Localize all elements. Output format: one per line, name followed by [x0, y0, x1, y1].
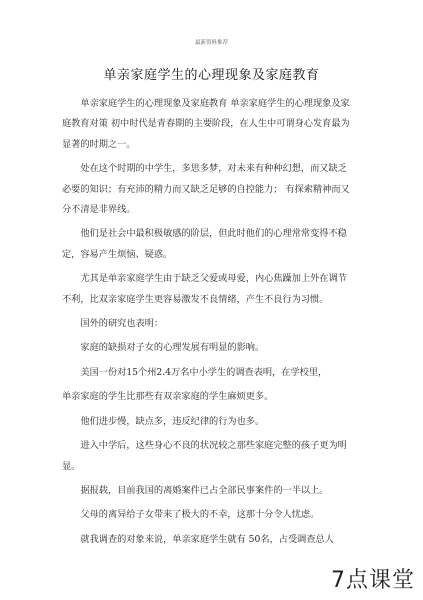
- paragraph: 单亲家庭学生的心理现象及家庭教育 单亲家庭学生的心理现象及家庭教育对策 初中时代是青春期的主要阶段，在人生中可谓身心发育最为显著的时期之一。: [62, 98, 350, 150]
- header-label: 最新资料推荐: [194, 40, 228, 46]
- paragraph: 据报载，目前我国的离婚案件已占全部民事案件的一半以上。: [80, 484, 329, 496]
- paragraph: 国外的研究也表明：: [80, 318, 164, 330]
- paragraph: 处在这个时期的中学生，多思多梦，对未来有种种幻想，而又缺乏必要的知识；有充沛的精力而又缺乏足够的自控能力； 有探索精神而又分不清是非界线。: [62, 163, 350, 216]
- paragraph: 美国一份对15个州2.4万名中小学生的调查表明，在学校里，: [80, 366, 328, 378]
- document-title: 单亲家庭学生的心理现象及家庭教育: [103, 68, 320, 83]
- paragraph: 就我调查的对象来说，单亲家庭学生就有 50名，占受调查总人: [80, 533, 334, 545]
- watermark-logo: 7点课堂: [331, 568, 415, 593]
- paragraph: 他们是社会中最积极敏感的阶层，但此时他们的心理常常变得不稳定，容易产生烦恼、疑惑。: [62, 228, 347, 260]
- document-body: [62, 94, 352, 554]
- paragraph: 进入中学后，这些身心不良的状况较之那些家庭完整的孩子更为明显。: [62, 440, 347, 472]
- paragraph: 父母的离异给子女带来了极大的不幸，这那十分令人忧虑。: [80, 509, 320, 521]
- paragraph: 单亲家庭的学生比那些有双亲家庭的学生麻烦更多。: [62, 391, 274, 403]
- paragraph: 家庭的缺损对子女的心理发展有明显的影响。: [80, 342, 265, 354]
- paragraph: 尤其是单亲家庭学生由于缺乏父爱或母爱，内心焦躁加上外在调节不利，比双亲家庭学生更容易激发不良情绪，产生不良行为习惯。: [62, 273, 347, 305]
- paragraph: 他们进步慢，缺点多，违反纪律的行为也多。: [80, 415, 265, 427]
